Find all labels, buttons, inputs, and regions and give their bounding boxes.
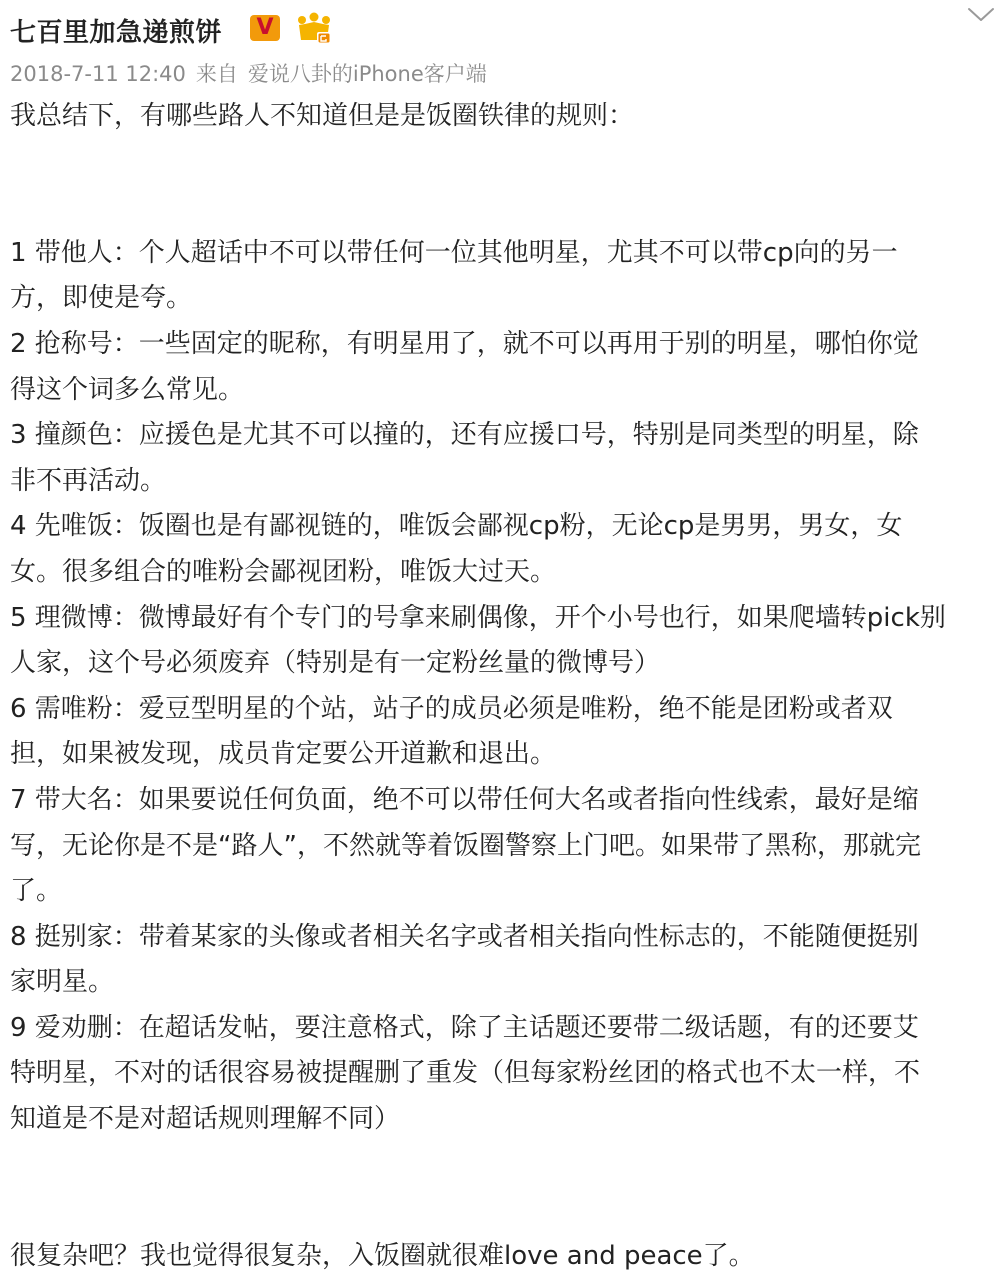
- content-line: 很复杂吧？我也觉得很复杂，入饭圈就很难love and peace了。: [10, 1240, 755, 1271]
- verified-v-icon: [250, 15, 280, 41]
- source-prefix: 来自: [195, 62, 238, 86]
- content-line: 方，即使是夸。: [10, 283, 193, 314]
- content-line: 1 带他人：个人超话中不可以带任何一位其他明星，尤其不可以带cp向的另一: [10, 237, 898, 268]
- chevron-down-icon[interactable]: [966, 6, 996, 26]
- content-line: 9 爱劝删：在超话发帖，要注意格式，除了主话题还要带二级话题，有的还要艾: [10, 1012, 919, 1043]
- content-line: 人家，这个号必须废弃（特别是有一定粉丝量的微博号）: [10, 648, 661, 679]
- content-line: 女。很多组合的唯粉会鄙视团粉，唯饭大过天。: [10, 556, 557, 587]
- content-line: [10, 185, 996, 231]
- content-line: 4 先唯饭：饭圈也是有鄙视链的，唯饭会鄙视cp粉，无论cp是男男，男女，女: [10, 511, 903, 542]
- username[interactable]: 七百里加急递煎饼: [10, 18, 223, 48]
- post-header: [10, 6, 970, 46]
- content-line: 非不再活动。: [10, 465, 167, 496]
- post-time: 2018-7-11 12:40: [10, 62, 186, 86]
- content-line: 了。: [10, 876, 63, 907]
- content-line: 担，如果被发现，成员肯定要公开道歉和退出。: [10, 739, 557, 770]
- content-line: 3 撞颜色：应援色是尤其不可以撞的，还有应援口号，特别是同类型的明星，除: [10, 420, 919, 451]
- content-line: 家明星。: [10, 967, 115, 998]
- content-line: 我总结下，有哪些路人不知道但是是饭圈铁律的规则：: [10, 101, 635, 131]
- content-line: 7 带大名：如果要说任何负面，绝不可以带任何大名或者指向性线索，最好是缩: [10, 784, 919, 815]
- content-line: 5 理微博：微博最好有个专门的号拿来刷偶像，开个小号也行，如果爬墙转pick别: [10, 602, 946, 633]
- content-line: [10, 1143, 996, 1189]
- post-meta: [10, 58, 487, 88]
- post-content: [10, 94, 996, 1279]
- verified-badge-label: V: [256, 15, 274, 40]
- content-line: 写，无论你是不是“路人”，不然就等着饭圈警察上门吧。如果带了黑称，那就完: [10, 830, 921, 861]
- content-line: 知道是不是对超话规则理解不同）: [10, 1104, 401, 1135]
- content-line: [10, 140, 996, 186]
- content-line: 2 抢称号：一些固定的昵称，有明星用了，就不可以再用于别的明星，哪怕你觉: [10, 328, 919, 359]
- content-line: 6 需唯粉：爱豆型明星的个站，站子的成员必须是唯粉，绝不能是团粉或者双: [10, 693, 893, 724]
- content-line: 8 挺别家：带着某家的头像或者相关名字或者相关指向性标志的，不能随便挺别: [10, 921, 919, 952]
- vip-crown-icon[interactable]: [295, 12, 333, 46]
- content-line: [10, 1188, 996, 1234]
- content-line: 得这个词多么常见。: [10, 374, 245, 405]
- content-line: 特明星，不对的话很容易被提醒删了重发（但每家粉丝团的格式也不太一样，不: [10, 1058, 921, 1089]
- post-source[interactable]: 爱说八卦的iPhone客户端: [247, 62, 487, 86]
